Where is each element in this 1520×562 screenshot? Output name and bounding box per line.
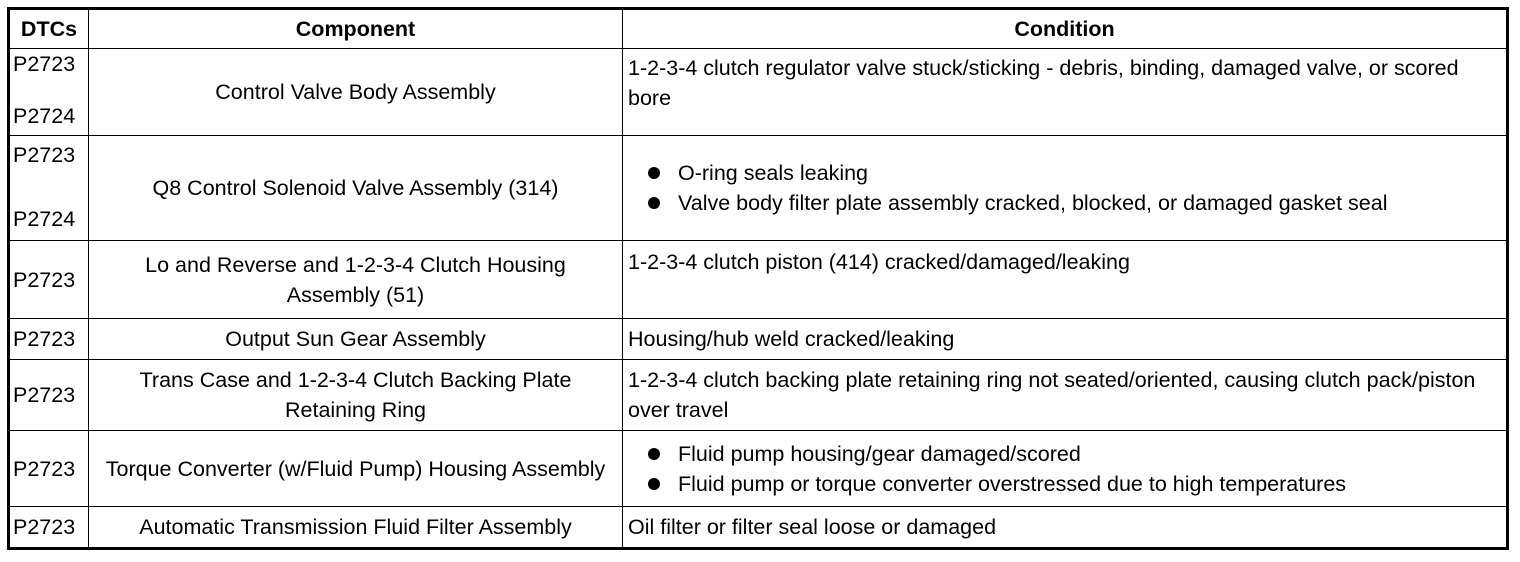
dtc-code: P2723 — [13, 143, 76, 167]
component-cell: Lo and Reverse and 1-2-3-4 Clutch Housing Assembly (51) — [89, 241, 623, 319]
condition-bullet-list — [628, 439, 1501, 499]
component-cell: Control Valve Body Assembly — [89, 49, 623, 136]
condition-cell: Housing/hub weld cracked/leaking — [623, 319, 1508, 360]
table-row — [9, 431, 1508, 507]
dtc-cell — [9, 49, 89, 136]
condition-cell: 1-2-3-4 clutch piston (414) cracked/damaged/leaking — [623, 241, 1508, 319]
dtc-cell — [9, 360, 89, 431]
dtc-cell — [9, 241, 89, 319]
dtc-code: P2724 — [13, 207, 76, 231]
dtc-code: P2723 — [13, 267, 76, 292]
table-row — [9, 319, 1508, 360]
dtc-code: P2723 — [13, 52, 76, 76]
dtc-cell — [9, 507, 89, 549]
dtc-table-container — [7, 7, 1509, 550]
dtc-cell — [9, 319, 89, 360]
condition-cell: 1-2-3-4 clutch backing plate retaining ring not seated/oriented, causing clutch pack/piston over travel — [623, 360, 1508, 431]
condition-bullet-list — [628, 158, 1501, 218]
dtc-code: P2723 — [13, 515, 76, 539]
table-row — [9, 241, 1508, 319]
condition-cell — [623, 136, 1508, 241]
dtc-code: P2723 — [13, 456, 76, 481]
condition-bullet: Fluid pump or torque converter overstressed due to high temperatures — [648, 469, 1501, 499]
condition-bullet: O-ring seals leaking — [648, 158, 1501, 188]
component-cell: Torque Converter (w/Fluid Pump) Housing Assembly — [89, 431, 623, 507]
dtc-code: P2724 — [13, 104, 76, 128]
table-row — [9, 49, 1508, 136]
component-cell: Automatic Transmission Fluid Filter Assembly — [89, 507, 623, 549]
component-cell: Output Sun Gear Assembly — [89, 319, 623, 360]
dtc-cell — [9, 431, 89, 507]
dtc-code: P2723 — [13, 383, 76, 407]
table-header-row — [9, 9, 1508, 49]
dtc-code: P2723 — [13, 327, 76, 351]
dtc-diagnostic-table — [7, 7, 1509, 550]
condition-cell: 1-2-3-4 clutch regulator valve stuck/sticking - debris, binding, damaged valve, or scored bore — [623, 49, 1508, 136]
header-component: Component — [89, 9, 623, 49]
header-condition: Condition — [623, 9, 1508, 49]
dtc-cell — [9, 136, 89, 241]
condition-bullet: Valve body filter plate assembly cracked, blocked, or damaged gasket seal — [648, 188, 1501, 218]
component-cell: Q8 Control Solenoid Valve Assembly (314) — [89, 136, 623, 241]
table-row — [9, 136, 1508, 241]
table-row — [9, 507, 1508, 549]
header-dtcs: DTCs — [9, 9, 89, 49]
condition-cell — [623, 431, 1508, 507]
component-cell: Trans Case and 1-2-3-4 Clutch Backing Plate Retaining Ring — [89, 360, 623, 431]
condition-cell: Oil filter or filter seal loose or damaged — [623, 507, 1508, 549]
condition-bullet: Fluid pump housing/gear damaged/scored — [648, 439, 1501, 469]
table-row — [9, 360, 1508, 431]
